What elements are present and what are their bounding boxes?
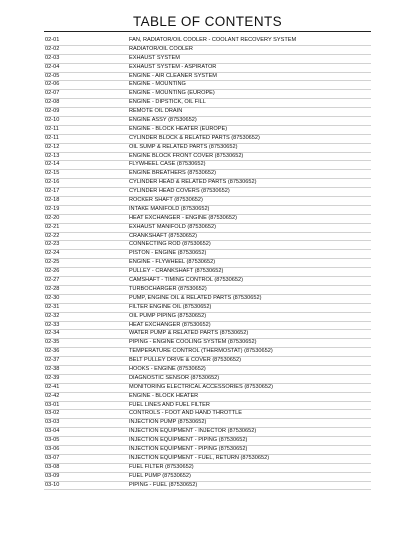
toc-entry-code: 03-04 <box>45 428 60 435</box>
toc-entry-title[interactable]: ENGINE BREATHERS (87530652) <box>129 170 216 177</box>
toc-entry[interactable] <box>44 215 371 224</box>
toc-entry-title[interactable]: PIPING - FUEL (87530652) <box>129 481 198 488</box>
toc-entry-code: 02-30 <box>45 294 60 301</box>
toc-entry-code: 02-38 <box>45 365 60 372</box>
toc-entry[interactable] <box>44 313 371 322</box>
toc-entry-title[interactable]: WATER PUMP & RELATED PARTS (87530652) <box>129 330 249 337</box>
toc-entry-code: 02-35 <box>45 339 60 346</box>
toc-entry[interactable] <box>44 241 371 250</box>
toc-entry-code: 02-13 <box>45 152 60 159</box>
toc-entry[interactable] <box>44 161 371 170</box>
toc-entry-code: 02-08 <box>45 99 60 106</box>
toc-entry-title[interactable]: PIPING - ENGINE COOLING SYSTEM (87530652) <box>129 339 257 346</box>
page-title: TABLE OF CONTENTS <box>132 14 283 29</box>
toc-entry-title[interactable]: HEAT EXCHANGER (87530652) <box>129 321 211 328</box>
toc-entry-title[interactable]: TURBOCHARGER (87530652) <box>129 285 207 292</box>
toc-entry-code: 02-42 <box>45 392 60 399</box>
toc-entry-title[interactable]: MONITORING ELECTRICAL ACCESSORIES (87530652) <box>129 383 273 390</box>
toc-entry-code: 02-27 <box>45 277 60 284</box>
toc-entry[interactable] <box>44 188 371 197</box>
toc-entry-title[interactable]: CRANKSHAFT (87530652) <box>129 232 197 239</box>
toc-entry[interactable] <box>44 446 371 455</box>
toc-entry-title[interactable]: INJECTION PUMP (87530652) <box>129 419 207 426</box>
toc-entry[interactable] <box>44 259 371 268</box>
toc-entry[interactable] <box>44 73 371 82</box>
toc-entry[interactable] <box>44 126 371 135</box>
toc-entry[interactable] <box>44 55 371 64</box>
toc-entry-title[interactable]: FUEL FILTER (87530652) <box>129 463 194 470</box>
toc-entry-code: 02-34 <box>45 330 60 337</box>
toc-entry[interactable] <box>44 46 371 55</box>
toc-entry[interactable] <box>44 99 371 108</box>
toc-entry[interactable] <box>44 135 371 144</box>
toc-entry[interactable] <box>44 304 371 313</box>
toc-entry-code: 02-33 <box>45 321 60 328</box>
toc-entry-code: 02-02 <box>45 45 60 52</box>
toc-entry-title[interactable]: TEMPERATURE CONTROL (THERMOSTAT) (87530652) <box>129 348 273 355</box>
toc-entry-code: 02-39 <box>45 374 60 381</box>
toc-entry-title[interactable]: EXHAUST MANIFOLD (87530652) <box>129 223 216 230</box>
toc-entry-code: 02-20 <box>45 214 60 221</box>
toc-entry-code: 02-25 <box>45 259 60 266</box>
toc-entry-code: 02-04 <box>45 63 60 70</box>
toc-entry-code: 02-16 <box>45 179 60 186</box>
toc-entry-code: 02-37 <box>45 357 60 364</box>
toc-entry[interactable] <box>44 375 371 384</box>
toc-entry[interactable] <box>44 197 371 206</box>
toc-entry-code: 02-28 <box>45 285 60 292</box>
toc-entry-code: 02-24 <box>45 250 60 257</box>
toc-entry-title[interactable]: EXHAUST SYSTEM <box>129 54 180 61</box>
toc-entry-title[interactable]: FUEL LINES AND FUEL FILTER <box>129 401 210 408</box>
toc-entry[interactable] <box>44 286 371 295</box>
toc-entry-title[interactable]: FILTER ENGINE OIL (87530652) <box>129 303 212 310</box>
toc-entry-code: 02-41 <box>45 383 60 390</box>
toc-entry-code: 02-32 <box>45 312 60 319</box>
toc-entry[interactable] <box>44 384 371 393</box>
toc-entry-code: 02-12 <box>45 143 60 150</box>
toc-entry-title[interactable]: ENGINE - DIPSTICK, OIL FILL <box>129 99 206 106</box>
toc-entry-code: 02-03 <box>45 54 60 61</box>
toc-entry-title[interactable]: ENGINE - MOUNTING (EUROPE) <box>129 90 215 97</box>
toc-entry[interactable] <box>44 393 371 402</box>
toc-entry[interactable] <box>44 268 371 277</box>
toc-entry[interactable] <box>44 410 371 419</box>
toc-entry-title[interactable]: INTAKE MANIFOLD (87530652) <box>129 205 210 212</box>
toc-entry-code: 02-07 <box>45 90 60 97</box>
toc-entry-title[interactable]: INJECTION EQUIPMENT - FUEL, RETURN (87530652) <box>129 454 270 461</box>
toc-entry-title[interactable]: INJECTION EQUIPMENT - PIPING (87530652) <box>129 445 248 452</box>
toc-entry[interactable] <box>44 366 371 375</box>
toc-entry-code: 02-14 <box>45 161 60 168</box>
toc-entry-title[interactable]: ENGINE BLOCK FRONT COVER (87530652) <box>129 152 244 159</box>
toc-entry-title[interactable]: ROCKER SHAFT (87530652) <box>129 197 203 204</box>
toc-entry-code: 02-09 <box>45 108 60 115</box>
toc-entry[interactable] <box>44 428 371 437</box>
toc-entry[interactable] <box>44 117 371 126</box>
toc-entry-code: 02-19 <box>45 205 60 212</box>
toc-entry[interactable] <box>44 419 371 428</box>
toc-entry-title[interactable]: OIL SUMP & RELATED PARTS (87530652) <box>129 143 238 150</box>
toc-entry[interactable] <box>44 322 371 331</box>
toc-entry-title[interactable]: FUEL PUMP (87530652) <box>129 472 191 479</box>
toc-entry[interactable] <box>44 170 371 179</box>
toc-entry-code: 03-10 <box>45 481 60 488</box>
toc-entry-code: 03-07 <box>45 454 60 461</box>
toc-entry[interactable] <box>44 153 371 162</box>
toc-entry[interactable] <box>44 206 371 215</box>
toc-entry-code: 02-06 <box>45 81 60 88</box>
toc-entry-title[interactable]: CONTROLS - FOOT AND HAND THROTTLE <box>129 410 242 417</box>
toc-entry[interactable] <box>44 295 371 304</box>
toc-entry[interactable] <box>44 482 371 491</box>
toc-entry-code: 02-31 <box>45 303 60 310</box>
toc-entry-title[interactable]: ENGINE - FLYWHEEL (87530652) <box>129 259 216 266</box>
toc-entry-title[interactable]: REMOTE OIL DRAIN <box>129 108 183 115</box>
toc-entry-title[interactable]: HOOKS - ENGINE (87530652) <box>129 365 206 372</box>
toc-entry-code: 02-23 <box>45 241 60 248</box>
toc-entry-title[interactable]: PISTON - ENGINE (87530652) <box>129 250 207 257</box>
toc-entry[interactable] <box>44 357 371 366</box>
toc-entry-title[interactable]: OIL PUMP PIPING (87530652) <box>129 312 207 319</box>
toc-entry-code: 03-01 <box>45 401 60 408</box>
toc-entry-title[interactable]: HEAT EXCHANGER - ENGINE (87530652) <box>129 214 237 221</box>
toc-entry-code: 03-03 <box>45 419 60 426</box>
toc-entry[interactable] <box>44 179 371 188</box>
toc-entry-title[interactable]: ENGINE - BLOCK HEATER (EUROPE) <box>129 125 228 132</box>
toc-entry-code: 03-05 <box>45 437 60 444</box>
toc-entry-title[interactable]: DIAGNOSTIC SENSOR (87530652) <box>129 374 220 381</box>
toc-entry-code: 02-26 <box>45 268 60 275</box>
toc-entry-code: 02-18 <box>45 197 60 204</box>
toc-entry[interactable] <box>44 464 371 473</box>
toc-entry[interactable] <box>44 437 371 446</box>
toc-entry-title[interactable]: CYLINDER HEAD COVERS (87530652) <box>129 188 230 195</box>
toc-entry-title[interactable]: CONNECTING ROD (87530652) <box>129 241 211 248</box>
toc-entry[interactable] <box>44 108 371 117</box>
toc-entry[interactable] <box>44 233 371 242</box>
toc-entry-title[interactable]: ENGINE - AIR CLEANER SYSTEM <box>129 72 217 79</box>
toc-entry-title[interactable]: PUMP, ENGINE OIL & RELATED PARTS (87530652) <box>129 294 262 301</box>
toc-entry-code: 02-36 <box>45 348 60 355</box>
toc-entry[interactable] <box>44 455 371 464</box>
toc-entry[interactable] <box>44 348 371 357</box>
toc-entry-code: 03-09 <box>45 472 60 479</box>
table-of-contents <box>44 37 371 490</box>
page-header <box>44 14 371 32</box>
toc-entry[interactable] <box>44 330 371 339</box>
toc-entry-title[interactable]: FAN, RADIATOR/OIL COOLER - COOLANT RECOVERY SYSTEM <box>129 37 297 43</box>
toc-entry-title[interactable]: CYLINDER HEAD & RELATED PARTS (87530652) <box>129 179 257 186</box>
toc-entry[interactable] <box>44 224 371 233</box>
toc-entry-title[interactable]: ENGINE - BLOCK HEATER <box>129 392 199 399</box>
toc-entry-code: 03-08 <box>45 463 60 470</box>
toc-entry[interactable] <box>44 90 371 99</box>
toc-entry-title[interactable]: PULLEY - CRANKSHAFT (87530652) <box>129 268 224 275</box>
toc-entry[interactable] <box>44 81 371 90</box>
toc-entry-code: 02-15 <box>45 170 60 177</box>
toc-entry-title[interactable]: CAMSHAFT - TIMING CONTROL (87530652) <box>129 277 243 284</box>
toc-entry-title[interactable]: BELT PULLEY DRIVE & COVER (87530652) <box>129 357 241 364</box>
toc-entry-title[interactable]: CYLINDER BLOCK & RELATED PARTS (87530652) <box>129 134 260 141</box>
toc-entry[interactable] <box>44 144 371 153</box>
toc-entry[interactable] <box>44 277 371 286</box>
toc-entry-title[interactable]: INJECTION EQUIPMENT - INJECTOR (87530652) <box>129 428 257 435</box>
toc-entry-code: 02-17 <box>45 188 60 195</box>
toc-entry-title[interactable]: RADIATOR/OIL COOLER <box>129 45 193 52</box>
toc-entry[interactable] <box>44 339 371 348</box>
toc-entry[interactable] <box>44 473 371 482</box>
toc-entry-code: 02-21 <box>45 223 60 230</box>
toc-entry-title[interactable]: INJECTION EQUIPMENT - PIPING (87530652) <box>129 437 248 444</box>
toc-entry-code: 03-06 <box>45 445 60 452</box>
toc-entry-title[interactable]: EXHAUST SYSTEM - ASPIRATOR <box>129 63 217 70</box>
toc-entry[interactable] <box>44 250 371 259</box>
toc-entry[interactable] <box>44 64 371 73</box>
toc-entry-code: 02-10 <box>45 117 60 124</box>
toc-entry-title[interactable]: ENGINE ASSY (87530652) <box>129 117 197 124</box>
toc-entry-title[interactable]: FLYWHEEL CASE (87530652) <box>129 161 206 168</box>
toc-entry-code: 02-01 <box>45 37 60 43</box>
toc-entry-title[interactable]: ENGINE - MOUNTING <box>129 81 186 88</box>
toc-entry-code: 03-02 <box>45 410 60 417</box>
toc-entry-code: 02-11 <box>45 125 59 132</box>
toc-entry[interactable] <box>44 402 371 411</box>
toc-entry[interactable] <box>44 37 371 46</box>
toc-entry-code: 02-11 <box>45 134 59 141</box>
toc-entry-code: 02-05 <box>45 72 60 79</box>
toc-entry-code: 02-22 <box>45 232 60 239</box>
